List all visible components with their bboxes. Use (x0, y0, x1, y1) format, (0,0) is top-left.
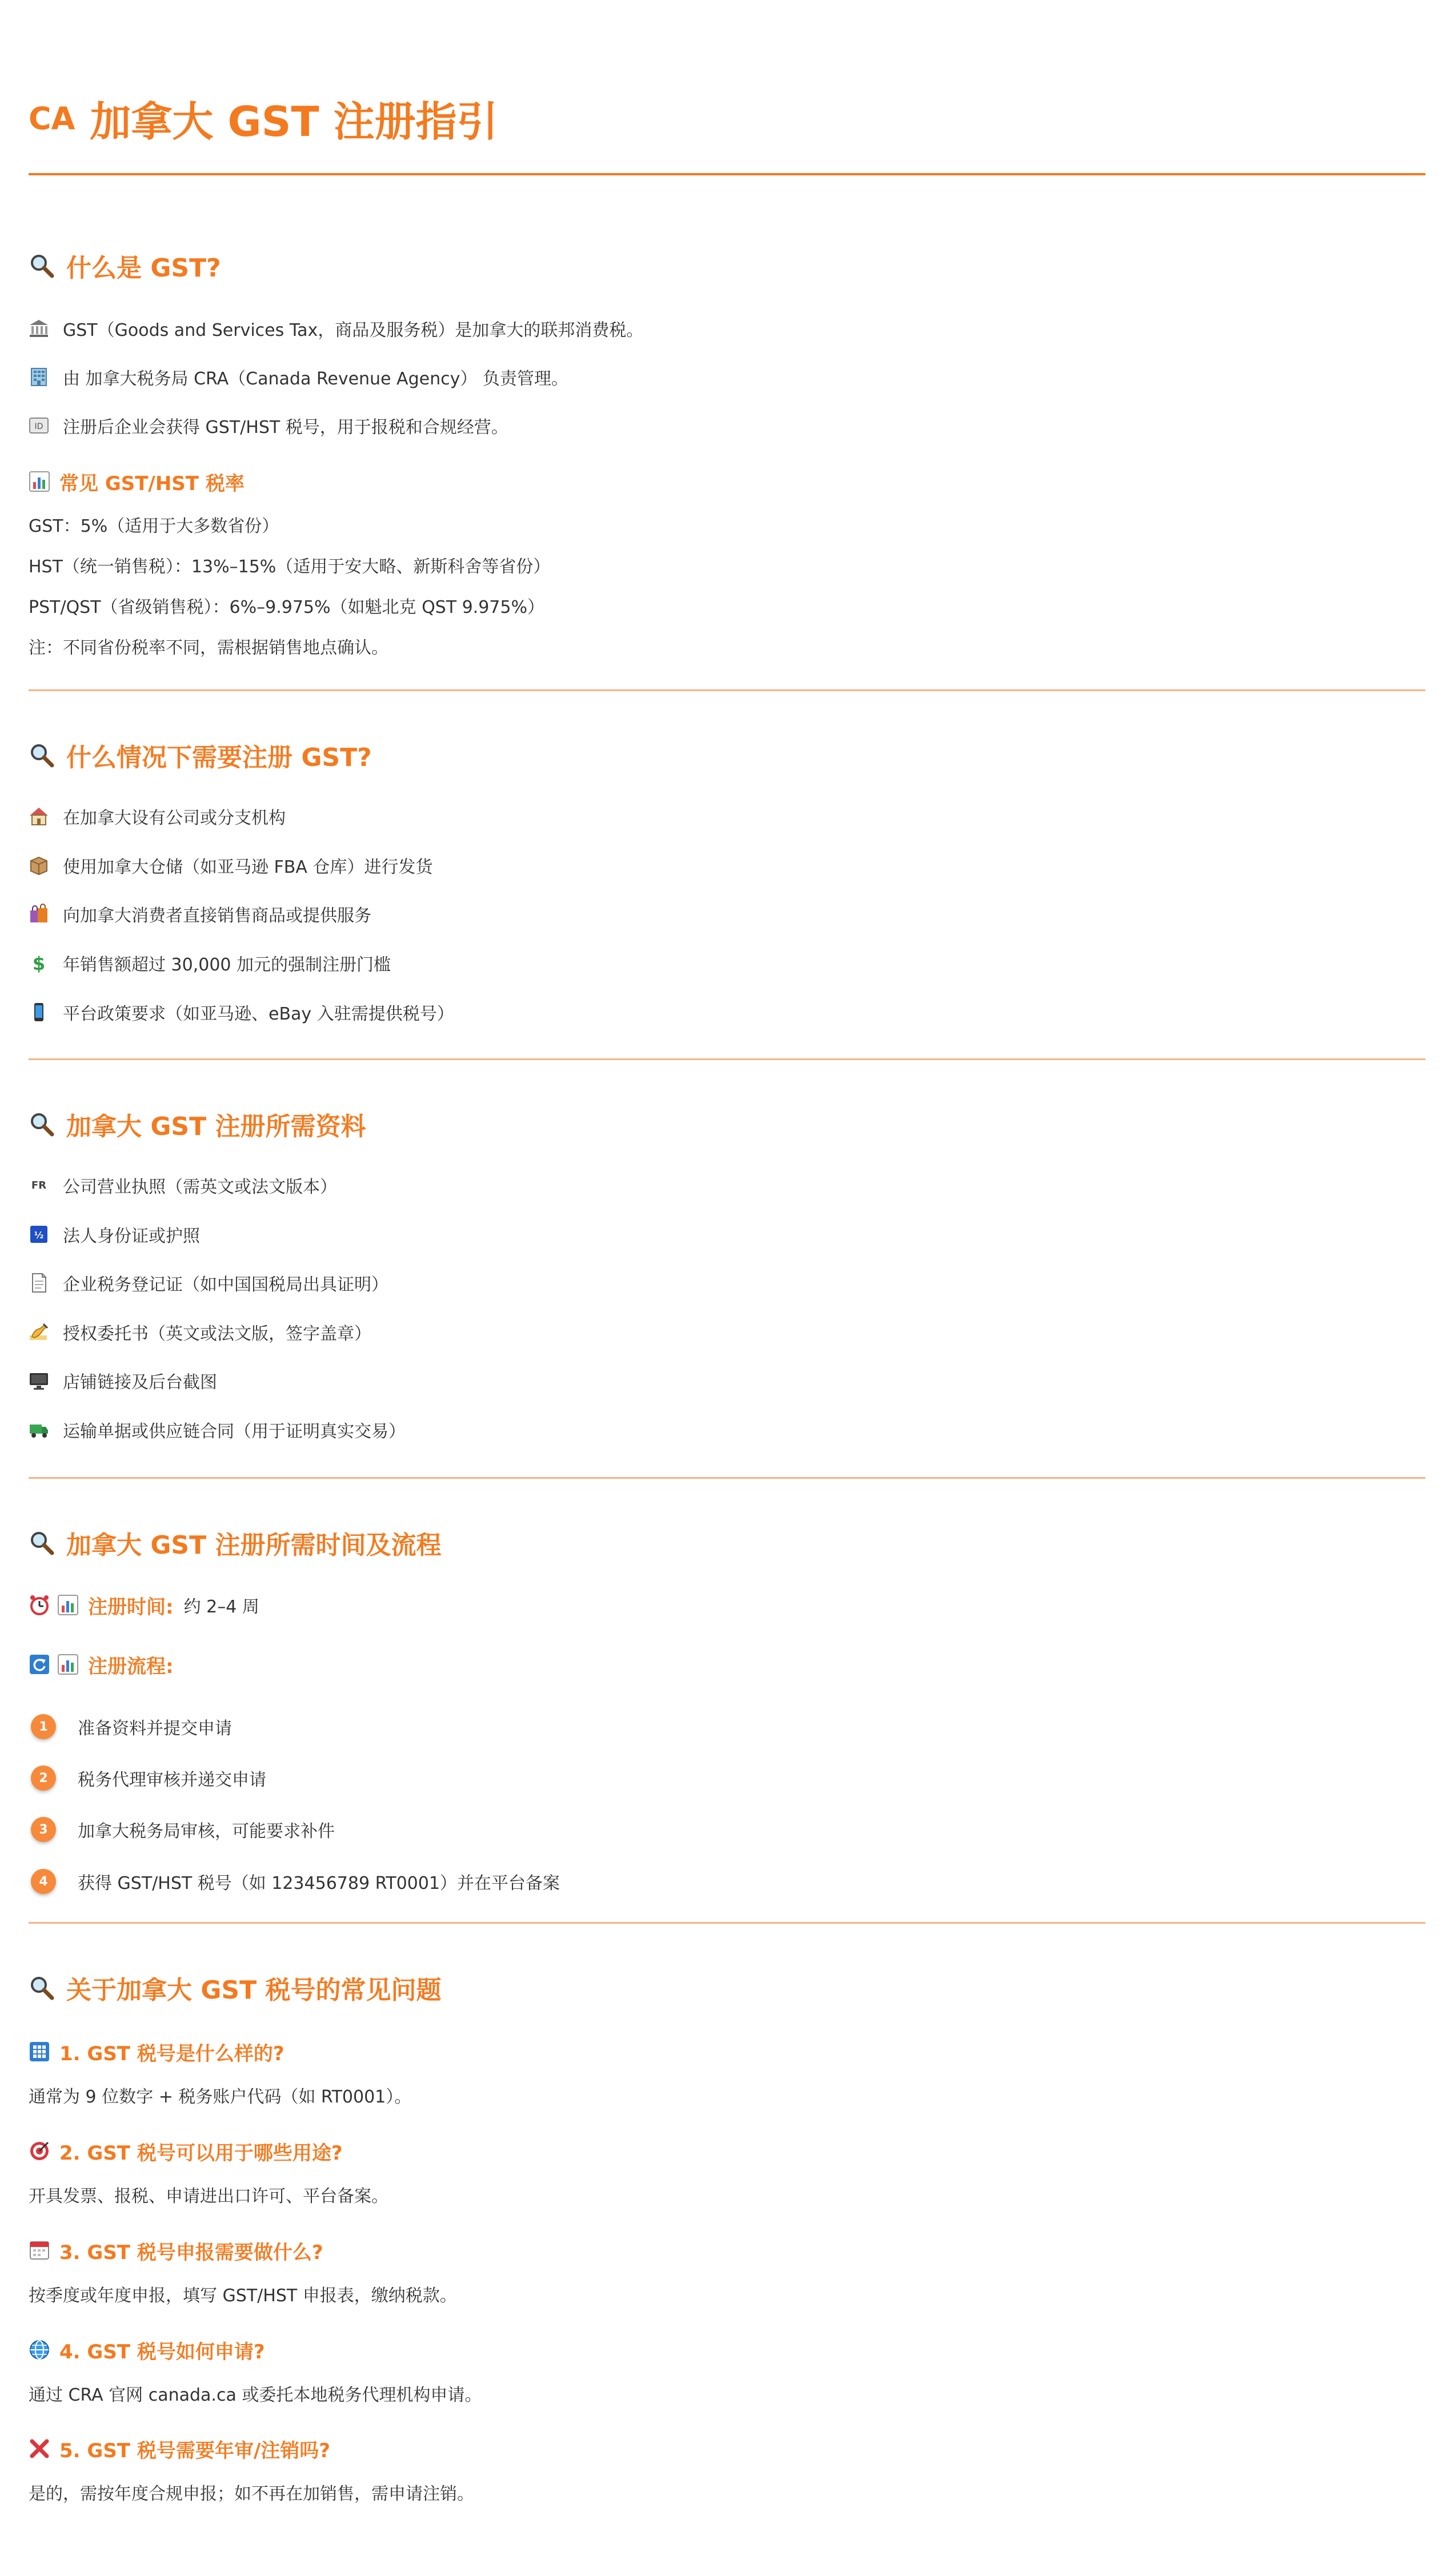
page-title (29, 93, 498, 144)
list-item-text: 法人身份证或护照 (63, 1226, 200, 1246)
step-number-badge: 4 (31, 1869, 56, 1894)
faq-question (29, 2137, 343, 2165)
document-icon (29, 1273, 49, 1293)
subheading-rates (29, 467, 245, 496)
faq-answer: 通常为 9 位数字 + 税务账户代码（如 RT0001）。 (29, 2087, 412, 2107)
monitor-icon (29, 1370, 49, 1391)
canada-flag-label: CA (29, 100, 75, 137)
id-card-icon (29, 1224, 49, 1245)
faq-question (29, 2434, 330, 2463)
faq-answer: 开具发票、报税、申请进出口许可、平台备案。 (29, 2186, 388, 2206)
title-divider (29, 173, 1425, 175)
globe-icon (29, 2339, 50, 2361)
bar-chart-icon (57, 1594, 79, 1616)
svg-text:$: $ (32, 953, 46, 973)
dollar-icon (29, 953, 49, 973)
faq-question (29, 2037, 285, 2066)
alarm-clock-icon (29, 1594, 50, 1616)
section-divider (29, 1058, 1425, 1060)
list-item (29, 803, 286, 830)
delivery-truck-icon (29, 1419, 49, 1440)
bar-chart-icon (57, 1654, 79, 1675)
faq-answer: 按季度或年度申报，填写 GST/HST 申报表，缴纳税款。 (29, 2286, 457, 2306)
section-divider (29, 689, 1425, 691)
list-item (29, 1367, 217, 1394)
faq-answer: 通过 CRA 官网 canada.ca 或委托本地税务代理机构申请。 (29, 2385, 482, 2405)
list-item-text: 企业税务登记证（如中国国税局出具证明） (63, 1275, 388, 1295)
section-heading-when-text: 什么情况下需要注册 GST? (66, 743, 372, 772)
process-step-text: 准备资料并提交申请 (78, 1719, 232, 1739)
registration-flow-label: 注册流程: (88, 1655, 174, 1678)
magnifier-icon (29, 252, 55, 279)
list-item-text: 向加拿大消费者直接销售商品或提供服务 (63, 906, 371, 926)
faq-question-text: 5. GST 税号需要年审/注销吗? (59, 2439, 330, 2462)
subheading-rates-text: 常见 GST/HST 税率 (59, 472, 245, 495)
list-item-text: 年销售额超过 30,000 加元的强制注册门槛 (63, 955, 391, 975)
section-divider (29, 1922, 1425, 1924)
bar-chart-icon (29, 471, 50, 492)
registration-time-label: 注册时间: (88, 1595, 174, 1619)
magnifier-icon (29, 1530, 55, 1556)
svg-text:½: ½ (34, 1230, 44, 1241)
list-item (29, 1318, 371, 1346)
list-item (29, 1171, 337, 1199)
house-icon (29, 806, 49, 826)
registration-flow-heading (29, 1650, 184, 1679)
list-item (29, 1269, 388, 1297)
process-step-text: 税务代理审核并递交申请 (78, 1770, 266, 1790)
list-item-text: 公司营业执照（需英文或法文版本） (63, 1177, 337, 1197)
process-step (31, 1711, 232, 1743)
process-step-text: 加拿大税务局审核，可能要求补件 (78, 1821, 335, 1841)
list-item-text: 使用加拿大仓储（如亚马逊 FBA 仓库）进行发货 (63, 857, 433, 877)
faq-answer: 是的，需按年度合规申报；如不再在加销售，需申请注销。 (29, 2484, 474, 2504)
fr-flag-icon: FR (31, 1179, 47, 1191)
calendar-icon (29, 2240, 50, 2261)
step-number-badge: 3 (31, 1817, 56, 1842)
section-heading-what (29, 247, 221, 284)
faq-question-text: 4. GST 税号如何申请? (59, 2340, 265, 2364)
list-item (29, 949, 391, 977)
svg-text:ID: ID (34, 422, 43, 431)
process-step-text: 获得 GST/HST 税号（如 123456789 RT0001）并在平台备案 (78, 1873, 560, 1893)
list-item-text: 授权委托书（英文或法文版，签字盖章） (63, 1324, 371, 1344)
cross-mark-icon (29, 2438, 50, 2459)
list-item-text: GST（Goods and Services Tax，商品及服务税）是加拿大的联邦消费税。 (63, 320, 644, 340)
list-item (29, 363, 568, 391)
target-icon (29, 2140, 50, 2162)
section-heading-process (29, 1524, 441, 1562)
section-divider (29, 1477, 1425, 1479)
list-item-text: 注册后企业会获得 GST/HST 税号，用于报税和合规经营。 (63, 418, 508, 438)
list-item (29, 900, 371, 928)
id-icon (29, 415, 49, 436)
list-item (29, 315, 643, 342)
step-number-badge: 2 (31, 1766, 56, 1791)
faq-question (29, 2336, 265, 2364)
faq-question-text: 2. GST 税号可以用于哪些用途? (59, 2141, 343, 2165)
writing-hand-icon (29, 1322, 49, 1342)
magnifier-icon (29, 1111, 55, 1137)
page-title-text: 加拿大 GST 注册指引 (90, 98, 498, 146)
list-item-text: 在加拿大设有公司或分支机构 (63, 808, 286, 828)
section-heading-faq (29, 1969, 441, 2007)
list-item-text: 平台政策要求（如亚马逊、eBay 入驻需提供税号） (63, 1004, 454, 1024)
rate-note: 注：不同省份税率不同，需根据销售地点确认。 (29, 638, 388, 658)
numbers-icon (29, 2041, 50, 2063)
process-step (31, 1813, 335, 1845)
list-item-text: 运输单据或供应链合同（用于证明真实交易） (63, 1422, 406, 1442)
registration-time (29, 1590, 259, 1620)
step-number-badge: 1 (31, 1714, 56, 1739)
list-item-text: 由 加拿大税务局 CRA（Canada Revenue Agency） 负责管理。 (63, 369, 568, 389)
section-heading-when (29, 736, 372, 774)
list-item (29, 998, 454, 1026)
section-heading-docs-text: 加拿大 GST 注册所需资料 (66, 1112, 366, 1141)
magnifier-icon (29, 742, 55, 768)
rate-line: GST：5%（适用于大多数省份） (29, 516, 279, 536)
faq-question (29, 2236, 323, 2265)
list-item (29, 412, 508, 439)
section-heading-faq-text: 关于加拿大 GST 税号的常见问题 (66, 1976, 442, 2005)
package-icon (29, 855, 49, 876)
faq-question-text: 1. GST 税号是什么样的? (59, 2042, 285, 2065)
faq-question-text: 3. GST 税号申报需要做什么? (59, 2241, 323, 2264)
section-heading-process-text: 加拿大 GST 注册所需时间及流程 (66, 1531, 442, 1560)
process-step (31, 1762, 266, 1794)
list-item (29, 852, 432, 879)
process-step (31, 1865, 560, 1897)
refresh-icon (29, 1654, 50, 1675)
government-building-icon (29, 318, 49, 339)
shopping-bags-icon (29, 904, 49, 924)
mobile-phone-icon (29, 1002, 49, 1022)
section-heading-what-text: 什么是 GST? (66, 254, 221, 283)
list-item (29, 1221, 200, 1248)
rate-line: PST/QST（省级销售税）：6%–9.975%（如魁北克 QST 9.975%） (29, 597, 544, 617)
magnifier-icon (29, 1975, 55, 2001)
list-item (29, 1416, 406, 1443)
registration-time-value: 约 2–4 周 (183, 1597, 259, 1617)
office-building-icon (29, 367, 49, 387)
section-heading-docs (29, 1105, 366, 1143)
list-item-text: 店铺链接及后台截图 (63, 1373, 217, 1393)
rate-line: HST（统一销售税）：13%–15%（适用于安大略、新斯科舍等省份） (29, 557, 551, 577)
